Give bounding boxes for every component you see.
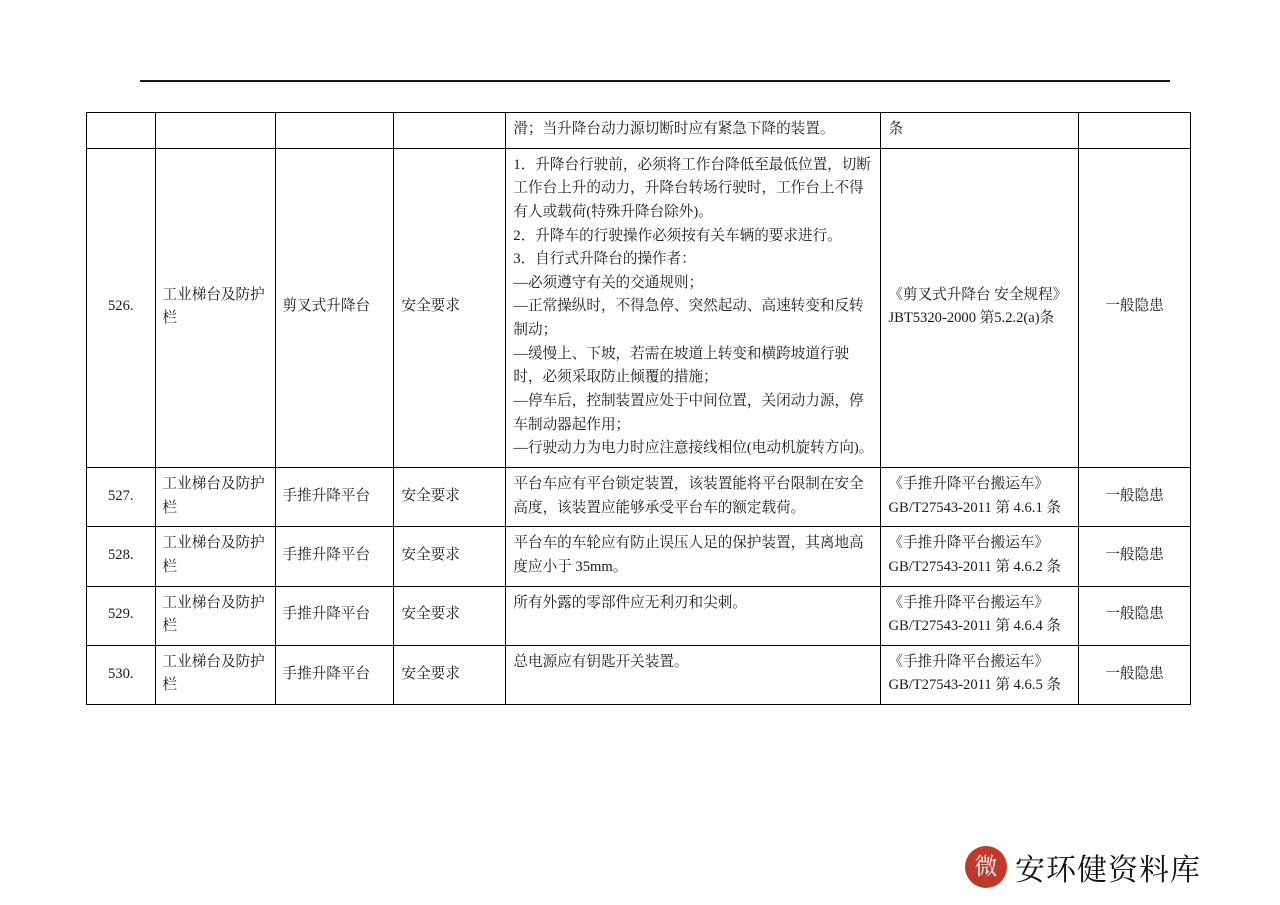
table-row (87, 645, 1191, 704)
requirement-line: —正常操纵时，不得急停、突然起动、高速转变和反转制动； (513, 298, 864, 339)
cell-category: 工业梯台及防护栏 (155, 467, 275, 526)
cell-category: 工业梯台及防护栏 (155, 586, 275, 645)
requirement-line: 2．升降车的行驶操作必须按有关车辆的要求进行。 (513, 227, 842, 244)
table-row (87, 148, 1191, 467)
cell-number: 529. (87, 586, 156, 645)
watermark-label: 安环健资料库 (1015, 854, 1201, 887)
cell-category: 工业梯台及防护栏 (155, 645, 275, 704)
cell-equipment: 手推升降平台 (275, 645, 394, 704)
cell-level: 一般隐患 (1079, 586, 1191, 645)
cell-requirement-type: 安全要求 (394, 467, 506, 526)
cell-level (1079, 113, 1191, 149)
table-row (87, 113, 1191, 149)
cell-reference: 《手推升降平台搬运车》GB/T27543-2011 第 4.6.2 条 (881, 527, 1079, 586)
table-row (87, 467, 1191, 526)
cell-equipment (275, 113, 394, 149)
requirement-line: —行驶动力为电力时应注意接线相位(电动机旋转方向)。 (513, 440, 874, 457)
cell-equipment: 手推升降平台 (275, 586, 394, 645)
table-container (86, 112, 1191, 705)
cell-requirement (506, 586, 881, 645)
cell-level: 一般隐患 (1079, 527, 1191, 586)
cell-level: 一般隐患 (1079, 467, 1191, 526)
cell-level: 一般隐患 (1079, 645, 1191, 704)
requirement-line: —必须遵守有关的交通规则； (513, 274, 704, 291)
cell-equipment: 剪叉式升降台 (275, 148, 394, 467)
cell-equipment: 手推升降平台 (275, 467, 394, 526)
requirement-line: 3．自行式升降台的操作者： (513, 251, 696, 268)
header-rule (140, 80, 1170, 82)
cell-category: 工业梯台及防护栏 (155, 527, 275, 586)
table-row (87, 527, 1191, 586)
requirement-line: 平台车的车轮应有防止误压人足的保护装置，其离地高度应小于 35mm。 (513, 535, 864, 575)
cell-requirement-type: 安全要求 (394, 645, 506, 704)
cell-requirement (506, 467, 881, 526)
cell-requirement (506, 113, 881, 149)
requirement-line: 总电源应有钥匙开关装置。 (513, 653, 689, 670)
cell-number: 528. (87, 527, 156, 586)
cell-reference: 《手推升降平台搬运车》GB/T27543-2011 第 4.6.4 条 (881, 586, 1079, 645)
requirement-line: 平台车应有平台锁定装置，该装置能将平台限制在安全高度，该装置应能够承受平台车的额定载荷。 (513, 475, 864, 516)
cell-requirement-type: 安全要求 (394, 148, 506, 467)
requirement-line: 1．升降台行驶前，必须将工作台降低至最低位置，切断工作台上升的动力，升降台转场行驶时，工作台上不得有人或载荷(特殊升降台除外)。 (513, 156, 871, 220)
requirement-line: —缓慢上、下坡，若需在坡道上转变和横跨坡道行驶时，必须采取防止倾覆的措施； (513, 345, 850, 386)
cell-category (155, 113, 275, 149)
requirement-line: 所有外露的零部件应无利刃和尖刺。 (513, 594, 747, 611)
cell-requirement-type: 安全要求 (394, 527, 506, 586)
cell-reference: 《剪叉式升降台 安全规程》JBT5320-2000 第5.2.2(a)条 (881, 148, 1079, 467)
requirement-list (513, 154, 873, 461)
watermark (965, 845, 1201, 889)
cell-number: 530. (87, 645, 156, 704)
cell-equipment: 手推升降平台 (275, 527, 394, 586)
cell-requirement (506, 148, 881, 467)
table-row (87, 586, 1191, 645)
wechat-badge-icon: 微 (965, 846, 1007, 888)
requirement-line: 滑；当升降台动力源切断时应有紧急下降的装置。 (513, 121, 835, 137)
cell-requirement-type: 安全要求 (394, 586, 506, 645)
cell-requirement-type (394, 113, 506, 149)
cell-requirement (506, 645, 881, 704)
cell-reference: 《手推升降平台搬运车》GB/T27543-2011 第 4.6.5 条 (881, 645, 1079, 704)
hazard-checklist-table (86, 112, 1191, 705)
cell-category: 工业梯台及防护栏 (155, 148, 275, 467)
table-body (87, 113, 1191, 705)
cell-level: 一般隐患 (1079, 148, 1191, 467)
cell-number: 527. (87, 467, 156, 526)
cell-number (87, 113, 156, 149)
cell-reference: 条 (881, 113, 1079, 149)
cell-requirement (506, 527, 881, 586)
cell-reference: 《手推升降平台搬运车》GB/T27543-2011 第 4.6.1 条 (881, 467, 1079, 526)
requirement-line: —停车后，控制装置应处于中间位置，关闭动力源，停车制动器起作用； (513, 393, 864, 433)
cell-number: 526. (87, 148, 156, 467)
